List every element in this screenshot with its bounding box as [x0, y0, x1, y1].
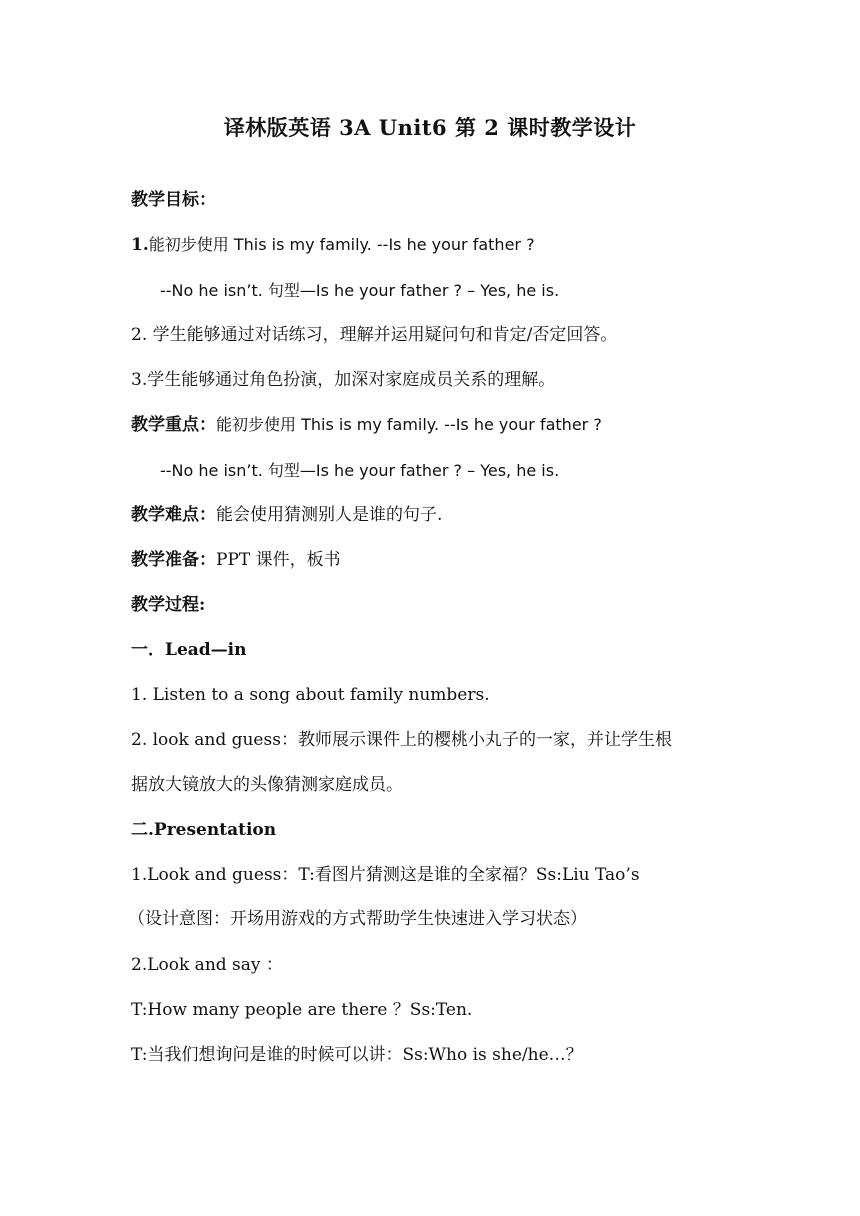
section-2-item-1-note: （设计意图：开场用游戏的方式帮助学生快速进入学习状态）	[128, 909, 587, 929]
objective-1-text: 能初步使用 This is my family. --Is he your father ?	[148, 235, 535, 254]
preparation-heading: 教学准备：	[131, 550, 216, 570]
section-2-item-2: 2.Look and say ：	[131, 955, 283, 975]
key-points-line2: --No he isn’t. 句型—Is he your father ? – Yes, he is.	[160, 461, 560, 480]
objectives-heading: 教学目标：	[131, 190, 216, 210]
difficulty-heading: 教学难点：	[131, 505, 216, 525]
objective-3: 3.学生能够通过角色扮演，加深对家庭成员关系的理解。	[131, 370, 556, 390]
section-2-question-1: T:How many people are there ？Ss:Ten.	[131, 1000, 473, 1020]
objective-1	[131, 233, 535, 257]
key-points-heading: 教学重点：	[131, 415, 216, 435]
key-points-text: 能初步使用 This is my family. --Is he your father ?	[216, 415, 602, 434]
section-2-item-1: 1.Look and guess：T:看图片猜测这是谁的全家福？Ss:Liu Tao’s	[131, 865, 640, 885]
preparation	[131, 548, 341, 572]
document-title: 译林版英语 3A Unit6 第 2 课时教学设计	[223, 115, 637, 140]
section-2-question-2: T:当我们想询问是谁的时候可以讲：Ss:Who is she/he…？	[131, 1045, 583, 1065]
section-1-item-1: 1. Listen to a song about family numbers.	[131, 685, 490, 705]
section-1-item-2-cont: 据放大镜放大的头像猜测家庭成员。	[131, 775, 403, 795]
key-points	[131, 413, 602, 437]
objective-1-line2: --No he isn’t. 句型—Is he your father ? – Yes, he is.	[160, 281, 560, 300]
preparation-text: PPT 课件，板书	[216, 550, 341, 570]
objective-1-number: 1.	[131, 235, 149, 255]
difficulty-text: 能会使用猜测别人是谁的句子.	[216, 505, 443, 525]
section-1-item-2: 2. look and guess：教师展示课件上的樱桃小丸子的一家，并让学生根	[131, 730, 672, 750]
difficulty	[131, 503, 442, 527]
objective-2: 2. 学生能够通过对话练习，理解并运用疑问句和肯定/否定回答。	[131, 325, 618, 345]
section-1-heading: 一．Lead—in	[131, 640, 247, 660]
section-2-heading: 二.Presentation	[131, 820, 277, 840]
process-heading: 教学过程:	[131, 595, 206, 615]
